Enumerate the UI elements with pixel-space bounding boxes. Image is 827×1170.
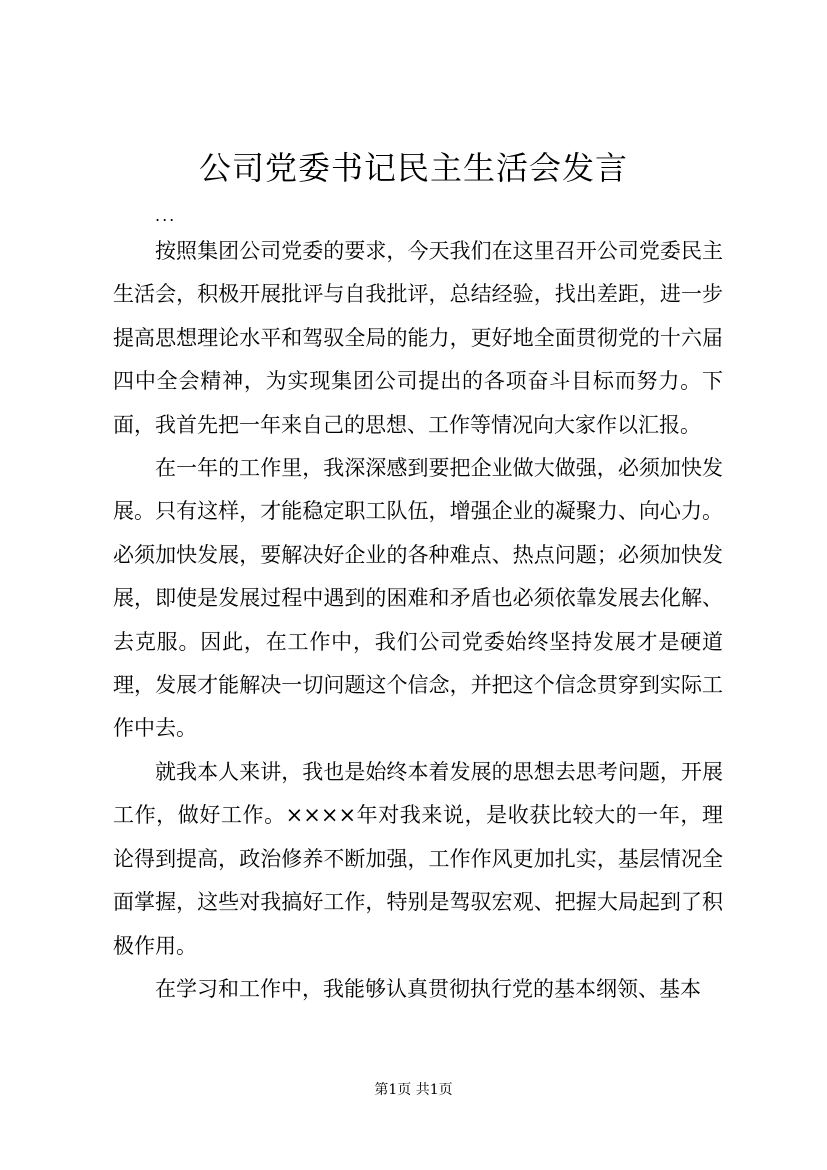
document-title: 公司党委书记民主生活会发言 (198, 149, 628, 187)
paragraph: 按照集团公司党委的要求，今天我们在这里召开公司党委民主生活会，积极开展批评与自我批评，总结经验，找出差距，进一步提高思想理论水平和驾驭全局的能力，更好地全面贯彻党的十六届四中全会精神，为实现集团公司提出的各项奋斗目标而努力。下面，我首先把一年来自己的思想、工作等情况向大家作以汇报。 (113, 239, 723, 437)
ellipsis-marker: ... (155, 206, 177, 225)
page-footer: 第1页 共1页 (374, 1082, 453, 1098)
paragraph: 在一年的工作里，我深深感到要把企业做大做强，必须加快发展。只有这样，才能稳定职工队伍，增强企业的凝聚力、向心力。必须加快发展，要解决好企业的各种难点、热点问题；必须加快发展，即使是发展过程中遇到的困难和矛盾也必须依靠发展去化解、去克服。因此，在工作中，我们公司党委始终坚持发展才是硬道理，发展才能解决一切问题这个信念，并把这个信念贯穿到实际工作中去。 (113, 456, 723, 741)
paragraph: 在学习和工作中，我能够认真贯彻执行党的基本纲领、基本 (155, 976, 701, 1001)
document-body (113, 230, 723, 1011)
paragraph: 就我本人来讲，我也是始终本着发展的思想去思考问题，开展工作，做好工作。××××年对我来说，是收获比较大的一年，理论得到提高，政治修养不断加强，工作作风更加扎实，基层情况全面掌握，这些对我搞好工作，特别是驾驭宏观、把握大局起到了积极作用。 (113, 759, 723, 958)
